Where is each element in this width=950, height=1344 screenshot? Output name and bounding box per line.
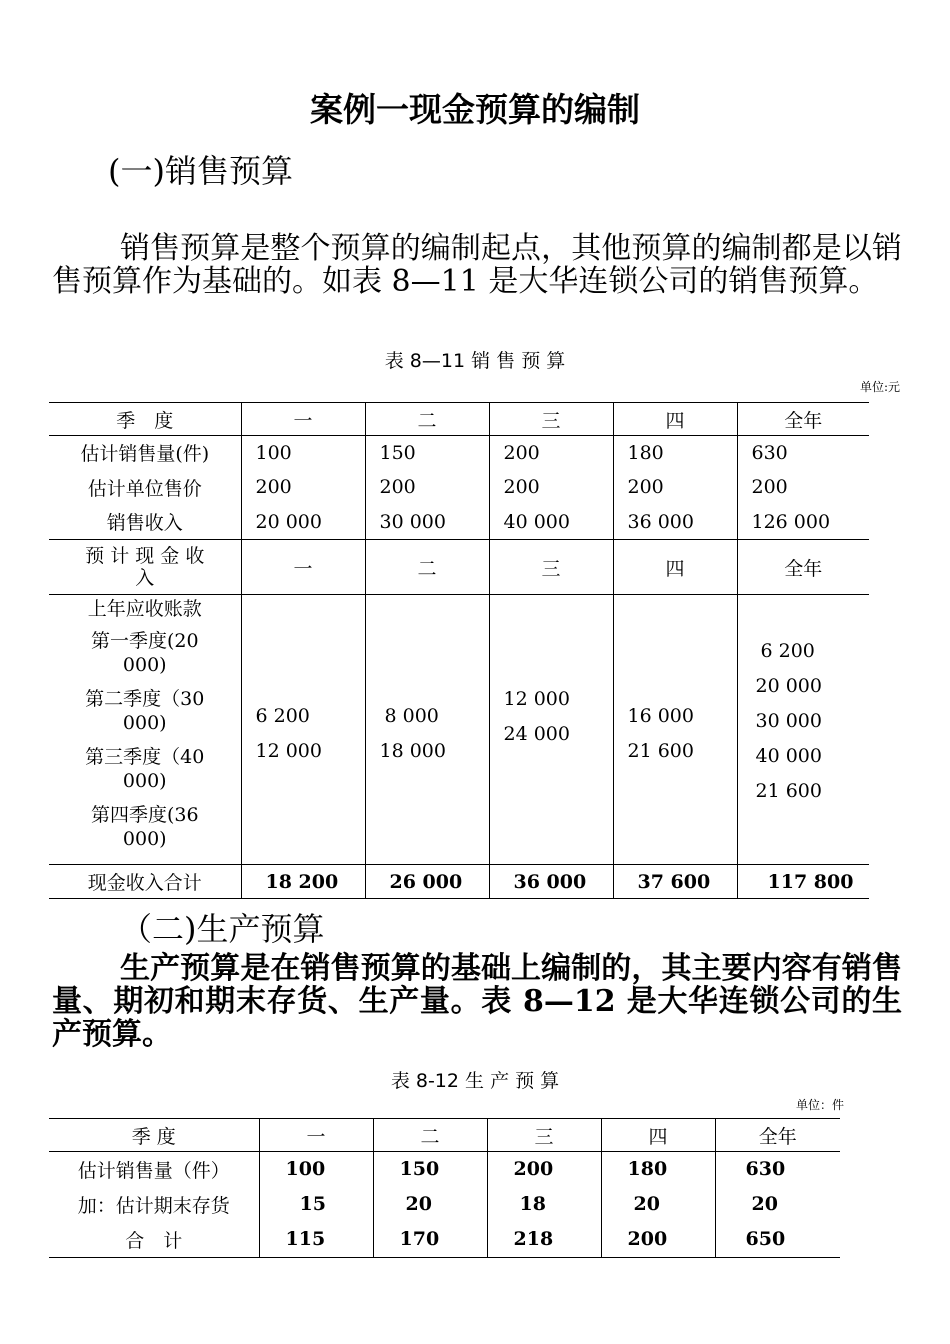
- row-label: 估计销售量（件）: [49, 1152, 259, 1187]
- table2-header-cell: 四: [601, 1119, 715, 1152]
- table-cell: 18: [487, 1187, 601, 1222]
- table-cell: 200: [489, 436, 613, 470]
- table-cell: 100: [259, 1152, 373, 1187]
- table-cell: 650: [745, 1228, 786, 1251]
- collect-label: 第三季度（40 000): [85, 746, 205, 792]
- table1-header2-row: [49, 540, 869, 595]
- table-row: [49, 436, 869, 470]
- table-cell: 200: [751, 476, 788, 498]
- table-cell: 36 000: [613, 505, 737, 540]
- table1-header-cell: 全年: [737, 403, 869, 436]
- table-cell: 200: [241, 470, 365, 505]
- table2-header-row: [49, 1119, 840, 1152]
- collection-q4: [613, 595, 737, 865]
- table-cell: 40 000: [755, 745, 822, 767]
- collection-q2: [365, 595, 489, 865]
- table-cell: 21 600: [755, 780, 822, 802]
- row-label: 现金收入合计: [49, 865, 241, 899]
- table1-header-cell: 二: [365, 403, 489, 436]
- table-row: [49, 1152, 840, 1187]
- table-cell: 200: [613, 470, 737, 505]
- table-cell: 12 000: [503, 687, 570, 710]
- row-label: 销售收入: [49, 505, 241, 540]
- table2-header-cell: 全年: [758, 1125, 797, 1148]
- table-cell: 150: [365, 436, 489, 470]
- table-cell: 40 000: [489, 505, 613, 540]
- table1-total-row: [49, 865, 869, 899]
- table-row: [49, 505, 869, 540]
- table1-header2-cell: 全年: [737, 540, 869, 595]
- page-title: 案例一现金预算的编制: [310, 90, 640, 129]
- collect-label: 第四季度(36 000): [90, 804, 199, 850]
- table-cell: 37 600: [613, 865, 737, 899]
- table-cell: 8 000: [384, 704, 439, 727]
- table-cell: 16 000: [627, 704, 694, 727]
- table2-header-cell: 二: [373, 1119, 487, 1152]
- table-row: [49, 1187, 840, 1222]
- table-cell: 200: [601, 1222, 715, 1258]
- table-cell: 170: [373, 1222, 487, 1258]
- table2-header-cell: 三: [487, 1119, 601, 1152]
- table1-unit: 单位:元: [859, 380, 900, 394]
- table-cell: 200: [489, 470, 613, 505]
- table-cell: 115: [259, 1222, 373, 1258]
- table-cell: 117 800: [737, 865, 869, 899]
- sales-budget-table: [49, 402, 869, 899]
- table-row: [49, 595, 869, 865]
- table2-header-cell: 一: [259, 1119, 373, 1152]
- table-cell: 20: [601, 1187, 715, 1222]
- table-row: [49, 1222, 840, 1258]
- table1-header-row: [49, 403, 869, 436]
- table-cell: 30 000: [755, 710, 822, 732]
- collection-year: [737, 595, 869, 865]
- table1-header-cell: 一: [241, 403, 365, 436]
- table1-header-cell: 季 度: [49, 403, 241, 436]
- table-cell: 126 000: [751, 510, 831, 533]
- table1-header-cell: 三: [489, 403, 613, 436]
- collect-label: 第二季度（30 000): [85, 688, 205, 734]
- row-label: 加：估计期末存货: [49, 1187, 259, 1222]
- table-cell: 180: [601, 1152, 715, 1187]
- table-cell: 24 000: [503, 722, 570, 745]
- collection-labels: [49, 595, 241, 865]
- table-cell: 26 000: [365, 865, 489, 899]
- table-cell: 630: [737, 436, 869, 470]
- table-cell: 6 200: [760, 640, 815, 662]
- table1-header2-cell: 一: [241, 540, 365, 595]
- table2-caption: 表 8-12 生 产 预 算: [390, 1070, 560, 1092]
- table-cell: 36 000: [489, 865, 613, 899]
- table-cell: 200: [365, 470, 489, 505]
- collect-label: 上年应收账款: [87, 598, 202, 620]
- table-cell: 630: [745, 1158, 786, 1181]
- table-cell: 21 600: [627, 739, 694, 762]
- table1-header2-cell: 四: [613, 540, 737, 595]
- table-cell: 6 200: [255, 704, 310, 727]
- section1-heading: (一)销售预算: [108, 152, 293, 190]
- table-cell: 18 000: [379, 739, 446, 762]
- collect-label: 第一季度(20 000): [90, 630, 199, 676]
- table-cell: 15: [259, 1187, 373, 1222]
- table-cell: 100: [241, 436, 365, 470]
- table2-header-cell: 季 度: [49, 1119, 259, 1152]
- table-cell: 20 000: [755, 675, 822, 697]
- table-row: [49, 470, 869, 505]
- table-cell: 20: [751, 1193, 778, 1215]
- section1-paragraph: 销售预算是整个预算的编制起点，其他预算的编制都是以销售预算作为基础的。如表 8—11 是大华连锁公司的销售预算。: [52, 231, 902, 299]
- table-cell: 12 000: [255, 739, 322, 762]
- row-label: 估计单位售价: [49, 470, 241, 505]
- collection-q1: [241, 595, 365, 865]
- section2-heading: （二)生产预算: [120, 910, 325, 948]
- table2-unit: 单位：件: [795, 1098, 844, 1112]
- row-label: 合 计: [49, 1222, 259, 1258]
- table-cell: 20: [373, 1187, 487, 1222]
- table-cell: 30 000: [365, 505, 489, 540]
- table1-header2-cell: 二: [365, 540, 489, 595]
- table-cell: 20 000: [241, 505, 365, 540]
- table1-caption: 表 8—11 销 售 预 算: [384, 350, 566, 372]
- table-cell: 150: [373, 1152, 487, 1187]
- table1-header2-cell: 预 计 现 金 收 入: [49, 540, 241, 595]
- row-label: 估计销售量(件): [49, 436, 241, 470]
- table1-header-cell: 四: [613, 403, 737, 436]
- production-budget-table: [49, 1118, 840, 1258]
- table-cell: 180: [613, 436, 737, 470]
- collection-q3: [489, 595, 613, 865]
- table-cell: 18 200: [241, 865, 365, 899]
- table-cell: 200: [487, 1152, 601, 1187]
- table-cell: 218: [487, 1222, 601, 1258]
- table1-header2-cell: 三: [489, 540, 613, 595]
- section2-paragraph: 生产预算是在销售预算的基础上编制的，其主要内容有销售量、期初和期末存货、生产量。表 8—12 是大华连锁公司的生产预算。: [52, 951, 902, 1052]
